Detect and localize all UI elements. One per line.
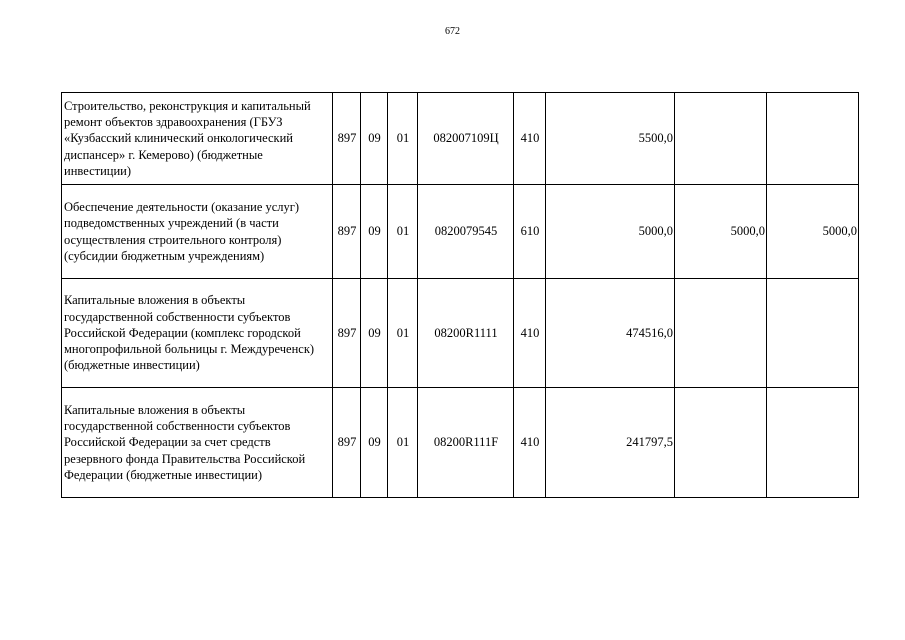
- amount-year-1: 241797,5: [546, 388, 675, 498]
- table-row: [62, 279, 859, 388]
- section-code: 09: [361, 279, 388, 388]
- budget-table: [61, 92, 859, 498]
- section-code: 09: [361, 388, 388, 498]
- subsection-code: 01: [388, 93, 418, 185]
- subsection-code: 01: [388, 279, 418, 388]
- ministry-code: 897: [333, 93, 361, 185]
- ministry-code: 897: [333, 388, 361, 498]
- target-article-code: 082007109Ц: [418, 93, 514, 185]
- section-code: 09: [361, 93, 388, 185]
- expense-type-code: 610: [514, 185, 546, 279]
- amount-year-2: 5000,0: [675, 185, 767, 279]
- ministry-code: 897: [333, 185, 361, 279]
- amount-year-2: [675, 93, 767, 185]
- table-row: [62, 388, 859, 498]
- expense-type-code: 410: [514, 93, 546, 185]
- row-description: Капитальные вложения в объекты государственной собственности субъектов Российской Федерации (комплекс городской многопрофильной больницы г. Междуреченск) (бюджетные инвестиции): [62, 279, 333, 388]
- row-description: Капитальные вложения в объекты государственной собственности субъектов Российской Федерации за счет средств резервного фонда Правительства Российской Федерации (бюджетные инвестиции): [62, 388, 333, 498]
- page-number: 672: [445, 26, 460, 37]
- table-row: [62, 185, 859, 279]
- table-row: [62, 93, 859, 185]
- subsection-code: 01: [388, 185, 418, 279]
- amount-year-2: [675, 279, 767, 388]
- target-article-code: 0820079545: [418, 185, 514, 279]
- ministry-code: 897: [333, 279, 361, 388]
- expense-type-code: 410: [514, 388, 546, 498]
- amount-year-1: 474516,0: [546, 279, 675, 388]
- section-code: 09: [361, 185, 388, 279]
- amount-year-1: 5000,0: [546, 185, 675, 279]
- amount-year-3: [767, 93, 859, 185]
- target-article-code: 08200R111F: [418, 388, 514, 498]
- amount-year-3: [767, 388, 859, 498]
- amount-year-3: 5000,0: [767, 185, 859, 279]
- amount-year-2: [675, 388, 767, 498]
- row-description: Строительство, реконструкция и капитальный ремонт объектов здравоохранения (ГБУЗ «Кузбасский клинический онкологический диспансер» г. Кемерово) (бюджетные инвестиции): [62, 93, 333, 185]
- expense-type-code: 410: [514, 279, 546, 388]
- amount-year-3: [767, 279, 859, 388]
- row-description: Обеспечение деятельности (оказание услуг) подведомственных учреждений (в части осуществления строительного контроля) (субсидии бюджетным учреждениям): [62, 185, 333, 279]
- subsection-code: 01: [388, 388, 418, 498]
- target-article-code: 08200R1111: [418, 279, 514, 388]
- amount-year-1: 5500,0: [546, 93, 675, 185]
